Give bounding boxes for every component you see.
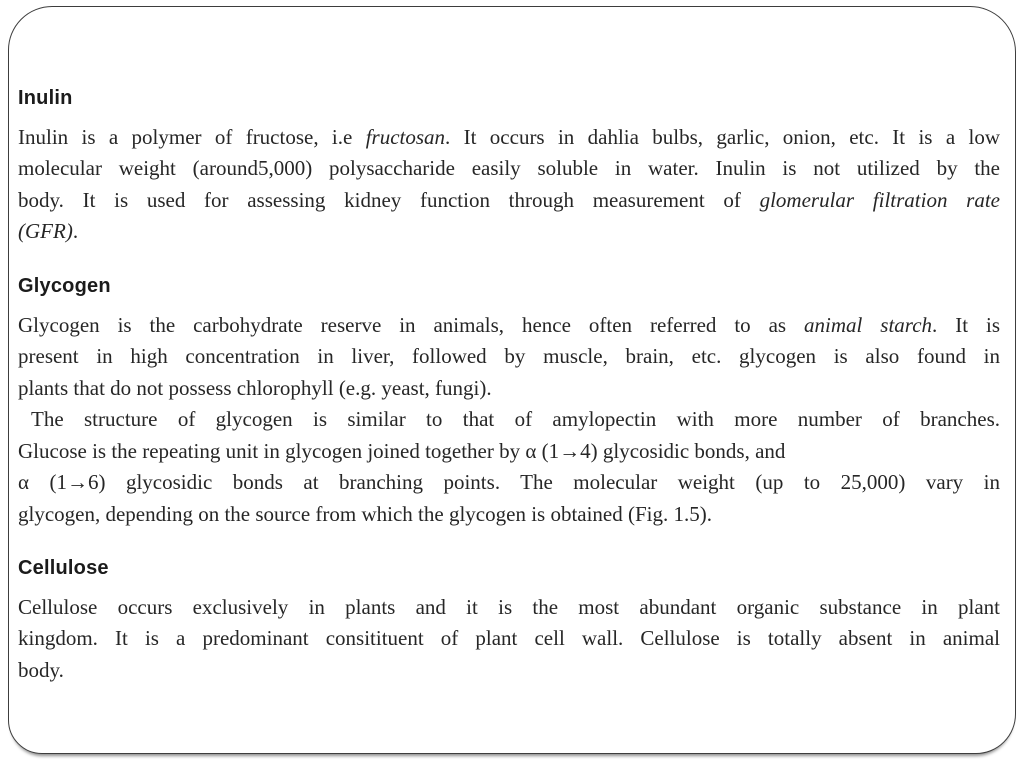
text-line [18,185,1000,216]
text-line [18,153,1000,184]
italic-text-segment: glomerular filtration rate [759,187,1001,212]
italic-text-segment: fructosan [365,125,446,149]
text-line [18,467,1000,498]
text-segment: body. [18,657,64,682]
text-line [18,216,1000,247]
text-line [18,404,1000,435]
italic-text-segment: animal starch [804,312,933,337]
text-segment: glycogen, depending on the source from which the glycogen is obtained (Fig. 1.5). [18,501,713,526]
text-segment: Glucose is the repeating unit in glycogen joined together by α (1→4) glycosidic bonds, and [18,438,786,463]
text-line [18,592,1000,623]
text-line [18,655,1000,686]
text-segment: molecular weight (around5,000) polysaccharide easily soluble in water. Inulin is not utilized by the [18,156,1000,181]
text-segment: . It is [932,312,1000,337]
paragraph [18,592,1000,686]
section-heading-glycogen: Glycogen [18,274,111,297]
text-line [18,499,1000,530]
text-segment: Cellulose occurs exclusively in plants and it is the most abundant organic substance in plant [18,594,1000,619]
text-line [18,122,1000,153]
paragraph [18,404,1000,530]
text-line [18,436,1000,467]
section-body-inulin [18,122,1000,248]
section-inulin [18,86,1000,248]
text-line [18,341,1000,372]
text-segment: present in high concentration in liver, followed by muscle, brain, etc. glycogen is also found in [18,344,1000,369]
section-body-glycogen [18,310,1000,530]
text-segment: . It occurs in dahlia bulbs, garlic, onion, etc. It is a low [445,125,1000,149]
text-line [18,310,1000,341]
text-segment: The structure of glycogen is similar to that of amylopectin with more number of branches. [31,407,1000,432]
text-segment: . [72,219,79,244]
section-glycogen [18,274,1000,530]
text-segment: plants that do not possess chlorophyll (e.g. yeast, fungi). [18,375,492,400]
section-cellulose [18,556,1000,686]
paragraph [18,122,1000,248]
paragraph [18,310,1000,404]
text-segment: Glycogen is the carbohydrate reserve in animals, hence often referred to as [18,312,805,337]
italic-text-segment: (GFR) [18,219,73,244]
section-body-cellulose [18,592,1000,686]
text-segment: Inulin is a polymer of fructose, i.e [18,125,366,149]
section-heading-cellulose: Cellulose [18,556,109,579]
text-segment: α (1→6) glycosidic bonds at branching points. The molecular weight (up to 25,000) vary in [18,470,1000,495]
slide-content [18,86,1000,686]
section-heading-inulin: Inulin [18,87,73,109]
text-segment: kingdom. It is a predominant consitituent of plant cell wall. Cellulose is totally absent in animal [18,626,1000,651]
text-segment: body. It is used for assessing kidney function through measurement of [18,187,760,212]
text-line [18,623,1000,654]
text-line [18,373,1000,404]
